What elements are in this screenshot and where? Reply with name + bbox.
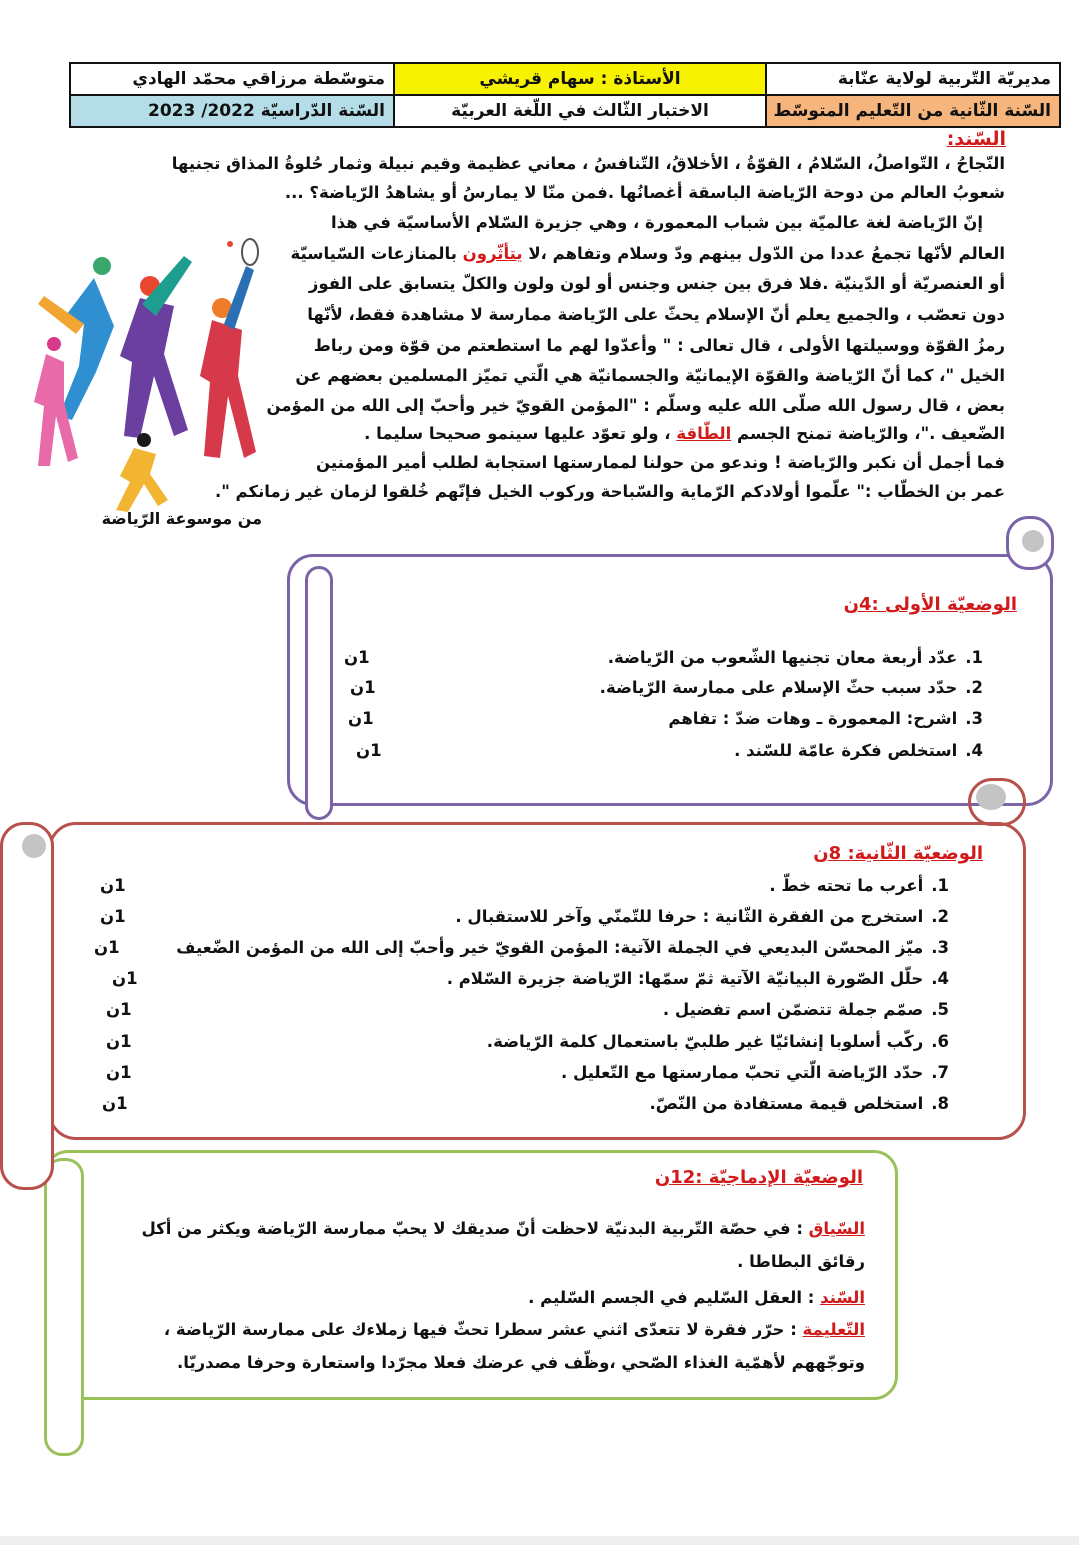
sanad-text: : العقل السّليم في الجسم السّليم . <box>528 1288 815 1307</box>
section1-points-4: 1ن <box>356 741 382 760</box>
passage-line-4-text: العالم لأنّها تجمعُ عددا من الدّول بينهم ودّ وسلام وتفاهم ،لا <box>528 244 1005 263</box>
section1-points-2: 1ن <box>350 678 376 697</box>
passage-line-6: دون تعصّب ، والجميع يعلم أنّ الإسلام يحثّ على الرّياضة ممارسة لا مشاهدة فقط، لأنّها <box>307 305 1005 324</box>
section2-points-8: 1ن <box>102 1094 128 1113</box>
instruction-label: التّعليمة <box>802 1320 865 1339</box>
underlined-word-1: يتأثّرون <box>462 244 523 263</box>
section2-question-5 <box>663 1000 949 1019</box>
question-text: حلّل الصّورة البيانيّة الآتية ثمّ سمّها: الرّياضة جزيرة السّلام . <box>446 969 924 988</box>
passage-line-10 <box>364 424 1005 443</box>
question-text: استخرج من الفقرة الثّانية : حرفا للتّمنّي وآخر للاستقبال . <box>455 907 924 926</box>
underlined-word-2: الطّاقة <box>676 424 732 443</box>
section2-points-1: 1ن <box>100 876 126 895</box>
section2-points-7: 1ن <box>106 1063 132 1082</box>
passage-source: من موسوعة الرّياضة <box>101 509 262 528</box>
question-text: استخلص قيمة مستفادة من النّصّ. <box>649 1094 924 1113</box>
section2-question-8 <box>649 1094 949 1113</box>
question-text: اشرح: المعمورة ـ وهات ضدّ : تفاهم <box>668 709 958 728</box>
section2-title: الوضعيّة الثّانية: 8ن <box>813 843 983 864</box>
tennis-figure <box>200 239 258 458</box>
sports-illustration <box>24 226 276 514</box>
section1-question-3 <box>668 709 983 728</box>
sanad-label: السّند <box>820 1288 865 1307</box>
question-text: استخلص فكرة عامّة للسّند . <box>734 741 958 760</box>
section1-points-1: 1ن <box>344 648 370 667</box>
sanad-line <box>528 1288 865 1307</box>
passage-line-12: عمر بن الخطّاب :" علّموا أولادكم الرّماية والسّباحة وركوب الخيل فإنّهم خُلقوا لزمان غير زمانكم ". <box>214 482 1005 501</box>
passage-line-4 <box>290 244 1005 263</box>
passage-line-7: رمزُ القوّة ووسيلتها الأولى ، قال تعالى : " وأعدّوا لهم ما استطعتم من قوّة ومن رباط <box>313 336 1005 355</box>
section2-points-3: 1ن <box>94 938 120 957</box>
question-number: 1. <box>931 876 949 895</box>
teacher-cell: الأستاذة : سهام قريشي <box>394 63 766 95</box>
question-number: 3. <box>965 709 983 728</box>
passage-line-2: شعوبُ العالم من دوحة الرّياضة الباسقة أغصانُها .فمن منّا لا يمارسُ أو يشاهدُ الرّياضة؟ ... <box>284 183 1005 202</box>
passage-line-4-tail: بالمنازعات السّياسيّة <box>290 244 457 263</box>
section1-scroll-curl-bottom <box>968 778 1026 826</box>
section2-scroll-curl <box>0 822 54 1190</box>
school-cell: متوسّطة مرزاقي محمّد الهادي <box>70 63 394 95</box>
question-number: 3. <box>931 938 949 957</box>
passage-line-1: النّجاحُ ، التّواصلُ، السّلامُ ، القوّةُ ، الأخلاقُ، التّنافسُ ، معاني عظيمة وقيم نبيلة وثمار حُلوةُ المذاق تجنيها <box>171 154 1005 173</box>
question-text: عدّد أربعة معان تجنيها الشّعوب من الرّياضة. <box>607 648 958 667</box>
question-text: أعرب ما تحته خطّ . <box>769 876 924 895</box>
year-cell: السّنة الدّراسيّة 2022/ 2023 <box>70 95 394 127</box>
question-number: 5. <box>931 1000 949 1019</box>
question-number: 4. <box>965 741 983 760</box>
question-text: ركّب أسلوبا إنشائيّا غير طلبيّ باستعمال كلمة الرّياضة. <box>486 1032 924 1051</box>
passage-line-10-tail: ، ولو تعوّد عليها سينمو صحيحا سليما . <box>364 424 671 443</box>
passage-title: السّند: <box>946 128 1006 150</box>
section1-question-1 <box>608 648 983 667</box>
instruction-line-1 <box>164 1320 865 1339</box>
question-number: 7. <box>931 1063 949 1082</box>
context-label: السّياق <box>808 1219 865 1238</box>
question-text: ميّز المحسّن البديعي في الجملة الآتية: المؤمن القويّ خير وأحبّ إلى الله من المؤمن الضّعيف <box>176 938 924 957</box>
sprinter-figure <box>116 433 168 512</box>
section1-question-4 <box>734 741 983 760</box>
context-line-2: رقائق البطاطا . <box>737 1252 865 1271</box>
section2-points-2: 1ن <box>100 907 126 926</box>
level-cell: السّنة الثّانية من التّعليم المتوسّط <box>766 95 1060 127</box>
section2-question-3 <box>176 938 949 957</box>
instruction-text: : حرّر فقرة لا تتعدّى اثني عشر سطرا تحثّ فيها زملاءك على ممارسة الرّياضة ، <box>163 1320 797 1339</box>
directorate-cell: مديريّة التّربية لولاية عنّابة <box>766 63 1060 95</box>
context-text: : في حصّة التّربية البدنيّة لاحظت أنّ صديقك لا يحبّ ممارسة الرّياضة ويكثر من أكل <box>141 1219 803 1238</box>
header-table <box>69 62 1061 128</box>
section2-question-6 <box>487 1032 949 1051</box>
context-line-1 <box>141 1219 865 1238</box>
question-number: 4. <box>931 969 949 988</box>
integration-scroll-curl <box>44 1158 84 1456</box>
instruction-line-2: وتوجّههم لأهمّية الغذاء الصّحي ،وظّف في عرضك فعلا مجرّدا واستعارة وحرفا مصدريّا. <box>176 1353 865 1372</box>
section2-curl-dot <box>22 834 46 858</box>
passage-line-9: بعض ، قال رسول الله صلّى الله عليه وسلّم : "المؤمن القويّ خير وأحبّ إلى الله من المؤمن <box>266 396 1005 415</box>
question-number: 2. <box>965 678 983 697</box>
section1-curl-dot-top <box>1022 530 1044 552</box>
section2-question-2 <box>455 907 949 926</box>
passage-line-3: إنّ الرّياضة لغة عالميّة بين شباب المعمورة ، وهي جزيرة السّلام الأساسيّة في هذا <box>331 213 983 232</box>
passage-line-11: فما أجمل أن نكبر والرّياضة ! وندعو من حولنا لممارستها استجابة لطلب أمير المؤمنين <box>316 453 1005 472</box>
question-text: حدّد الرّياضة الّتي تحبّ ممارستها مع التّعليل . <box>560 1063 924 1082</box>
question-number: 8. <box>931 1094 949 1113</box>
exam-cell: الاختبار الثّالث في اللّغة العربيّة <box>394 95 766 127</box>
section2-points-6: 1ن <box>106 1032 132 1051</box>
question-number: 2. <box>931 907 949 926</box>
section1-points-3: 1ن <box>348 709 374 728</box>
section2-question-7 <box>561 1063 949 1082</box>
question-number: 1. <box>965 648 983 667</box>
question-text: حدّد سبب حثّ الإسلام على ممارسة الرّياضة. <box>599 678 958 697</box>
bottom-band <box>0 1536 1079 1545</box>
section1-title: الوضعيّة الأولى :4ن <box>843 594 1017 615</box>
question-text: صمّم جملة تتضمّن اسم تفضيل . <box>662 1000 924 1019</box>
section2-points-4: 1ن <box>112 969 138 988</box>
passage-line-8: الخيل "، كما أنّ الرّياضة والقوّة الإيمانيّة والجسمانيّة هي الّتي تميّز المسلمين بعضهم عن <box>295 366 1005 385</box>
section1-scroll-curl-left <box>305 566 333 820</box>
section2-points-5: 1ن <box>106 1000 132 1019</box>
passage-line-10-text: الضّعيف ."، والرّياضة تمنح الجسم <box>737 424 1005 443</box>
question-number: 6. <box>931 1032 949 1051</box>
passage-line-5: أو العنصريّة أو الدّينيّة .فلا فرق بين جنس وجنس أو لون ولون والكلّ يتسابق على الفوز <box>308 274 1005 293</box>
section2-question-4 <box>447 969 949 988</box>
section3-title: الوضعيّة الإدماجيّة :12ن <box>654 1167 863 1188</box>
runner-figure-2 <box>120 256 192 438</box>
section1-question-2 <box>600 678 983 697</box>
section2-question-1 <box>769 876 949 895</box>
